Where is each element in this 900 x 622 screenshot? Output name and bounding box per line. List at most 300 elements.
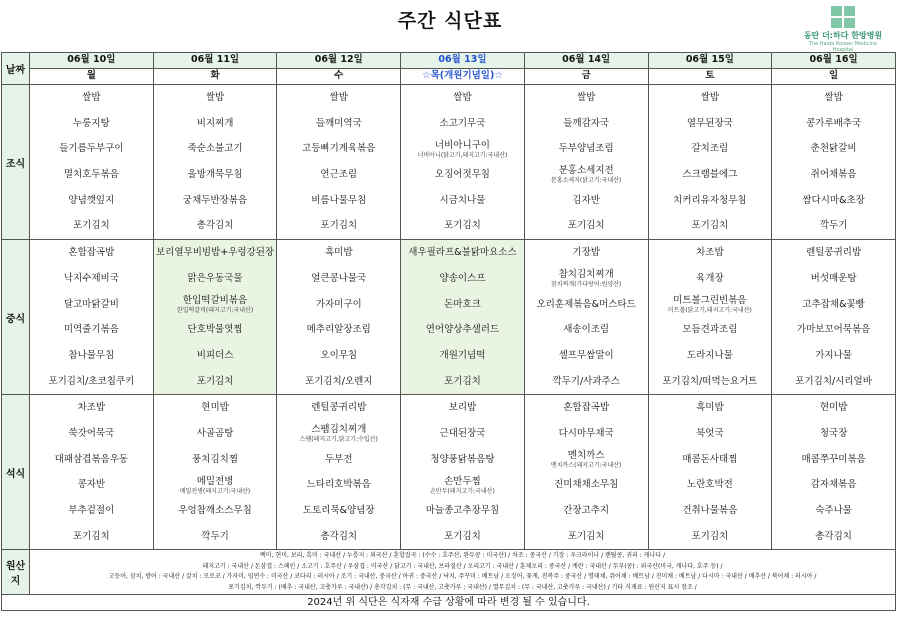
menu-item [401,162,524,188]
day-name-4: 금 [524,69,648,85]
menu-cell [401,85,525,240]
menu-item [649,111,772,137]
menu-item-name: 쌀밥 [576,92,596,103]
menu-item [772,266,895,292]
menu-item-name: 느타리호박볶음 [306,479,371,491]
menu-item [649,395,772,421]
day-name-5: 토 [648,69,772,85]
logo-name-ko: 동탄 더:하다 한방병원 [803,31,883,40]
origin-row [2,550,896,595]
menu-item [401,317,524,343]
menu-item [649,188,772,214]
menu-item [30,292,153,318]
footer-note: 2024년 위 식단은 식자재 수급 상황에 따라 변경 될 수 있습니다. [2,595,896,611]
menu-item [401,395,524,421]
menu-item-name: 현미밥 [201,402,229,414]
menu-cell [401,240,525,395]
menu-item-name: 참나물무침 [68,349,115,361]
day-date-3: 06월 13일 [401,53,525,69]
menu-item-name: 포기김치 [691,530,729,542]
menu-item [649,292,772,318]
menu-item-name: 육개장 [696,272,724,284]
menu-item [525,498,648,524]
day-date-4: 06월 14일 [524,53,648,69]
menu-item [277,85,400,111]
menu-item [525,292,648,318]
menu-item [277,447,400,473]
menu-item-name: 포기김치/떠먹는요거트 [662,375,758,387]
menu-item-name: 들깨감자국 [563,117,610,129]
menu-item-name: 미역줄기볶음 [63,324,119,336]
menu-item-name: 분홍소세지전 [558,165,614,177]
menu-item [401,85,524,111]
menu-item-name: 들깨미역국 [315,117,362,129]
menu-item-name: 두부양념조림 [558,143,614,155]
meal-label: 석식 [2,395,30,550]
day-date-1: 06월 11일 [153,53,277,69]
menu-item-name: 도토리묵&양념장 [302,505,375,516]
menu-item-name: 마늘종고추장무침 [425,505,500,516]
menu-item-name: 보리밥 [448,402,477,414]
menu-cell [401,395,525,550]
menu-item [772,524,895,550]
menu-item [30,162,153,188]
menu-item [525,395,648,421]
menu-item [525,85,648,111]
menu-item [277,162,400,188]
menu-item [401,292,524,318]
menu-item [277,317,400,343]
menu-item [772,343,895,369]
day-date-6: 06월 16일 [772,53,896,69]
menu-item [154,213,277,239]
menu-item [649,524,772,550]
menu-item [649,447,772,473]
menu-item-name: 렌틸콩귀리밥 [311,402,367,414]
menu-item-name: 시금치나물 [439,194,486,206]
menu-cell [30,240,154,395]
menu-item [772,395,895,421]
menu-item-name: 포기김치 [444,375,481,387]
menu-item [401,111,524,137]
menu-item [772,421,895,447]
menu-item [277,343,400,369]
menu-item-name: 다시마무채국 [558,427,614,439]
menu-cell [524,240,648,395]
menu-item-name: 갈치조림 [691,143,729,155]
menu-item-name: 포기김치 [567,220,605,232]
menu-cell [524,85,648,240]
menu-item-name: 쌀밥 [82,92,101,103]
menu-cell [648,85,772,240]
day-name-1: 화 [153,69,277,85]
menu-item-name: 깍두기/사과주스 [552,375,620,387]
menu-item-name: 오징어젓무침 [434,169,490,181]
menu-item-origin: 스팸(돼지고기,닭고기:수입산) [299,436,378,444]
menu-item-name: 쑥갓어묵국 [68,427,115,439]
menu-item-name: 쌀밥 [205,92,225,103]
menu-item [154,292,277,318]
menu-item-name: 들기름두부구이 [59,143,124,155]
day-name-2: 수 [277,69,401,85]
menu-item-name: 콩가루배추국 [806,117,862,129]
menu-item [525,343,648,369]
menu-item [525,136,648,162]
menu-item [772,447,895,473]
logo-mark-icon [831,6,855,28]
menu-item [649,498,772,524]
menu-item-origin: 분홍소세지(닭고기:국내산) [550,177,622,185]
menu-item-name: 쌀밥 [453,92,472,103]
menu-item [277,240,400,266]
menu-item [525,447,648,473]
menu-item [277,421,400,447]
menu-item-name: 죽순소불고기 [187,143,243,155]
menu-item-name: 청국장 [819,427,848,439]
menu-item [772,213,895,239]
menu-item [154,240,277,266]
menu-item [30,369,153,395]
menu-item [772,162,895,188]
menu-item [525,213,648,239]
menu-item-name: 춘천닭갈비 [810,143,857,155]
menu-item-name: 기장밥 [572,247,600,259]
menu-item [649,369,772,395]
menu-item-name: 포기김치 [72,530,110,542]
menu-item-name: 총각김치 [196,220,234,232]
menu-item [525,266,648,292]
menu-item-name: 사골곰탕 [196,427,234,439]
menu-item [277,524,400,550]
menu-item-name: 미트볼그린빈볶음 [673,294,747,306]
menu-item [649,343,772,369]
menu-item-name: 올방개묵무침 [187,169,243,181]
menu-item [154,162,277,188]
menu-item-name: 현미밥 [819,402,848,414]
menu-item-name: 감자채볶음 [810,479,857,491]
day-date-0: 06월 10일 [30,53,154,69]
menu-item-name: 메밀전병 [196,475,234,487]
menu-item-name: 가지나물 [815,349,852,361]
origin-line: 고등어, 삼치, 방어 : 국내산 / 갈치 : 모로코 / 가자미, 임연수 : 미국산 / 코다리 : 러시아 / 조기 : 국내산, 중국산 / 아귀 : 중국산 / 낙지, 주꾸미 : 베트남 / 오징어, 꽃게, 전복주 : 중국산 / 명태채, 쥐어채 : 베트남 / 진미채 : 베트남 / 다시마 : 국내산 / 배추산 / 북어채 : 러시아 / [108,573,817,581]
menu-item [772,85,895,111]
meal-row-1 [2,240,896,395]
menu-item-name: 청양풍닭볶음탕 [430,453,495,465]
day-date-5: 06월 15일 [648,53,772,69]
menu-item-name: 포기김치/오렌지 [305,375,373,387]
day-name-6: 일 [772,69,896,85]
menu-item [401,447,524,473]
menu-item [649,162,772,188]
menu-item-name: 차조밥 [77,402,106,414]
menu-item-name: 오리훈제볶음&머스타드 [536,298,636,310]
menu-item [30,188,153,214]
menu-item-origin: 너비아니(닭고기,돼지고기:국내산) [417,151,508,159]
menu-item-name: 새우필라프&불닭마요소스 [408,247,517,259]
menu-item [525,421,648,447]
menu-item-name: 건취나물볶음 [682,505,738,516]
menu-item-origin: 메밀전병(돼지고기:국내산) [179,487,251,495]
menu-item-name: 매콤쭈꾸미볶음 [801,453,866,465]
menu-item [649,240,772,266]
menu-item [277,395,400,421]
menu-item-name: 연어양상추샐러드 [425,324,500,336]
menu-item [401,343,524,369]
day-name-0: 월 [30,69,154,85]
menu-item [649,421,772,447]
menu-cell [277,240,401,395]
menu-item-name: 맑은우동국물 [187,272,243,284]
menu-item-name: 북엇국 [696,427,724,439]
menu-item [30,136,153,162]
menu-item [772,317,895,343]
menu-item-name: 비지찌개 [196,117,234,129]
menu-item [277,369,400,395]
menu-item-name: 스팸김치찌개 [311,424,367,436]
menu-item [649,85,772,111]
menu-item [154,369,277,395]
menu-item-name: 김자반 [572,194,600,206]
menu-item-name: 한입떡갈비볶음 [182,294,248,306]
menu-item [772,240,895,266]
menu-item [154,498,277,524]
menu-item-name: 간장고추지 [563,505,610,516]
menu-item-name: 매콤돈사태찜 [682,453,738,465]
menu-item [772,111,895,137]
menu-item-name: 도라지나물 [686,349,733,361]
menu-item [154,266,277,292]
menu-item-name: 달고마닭갈비 [63,298,119,310]
menu-item [154,111,277,137]
menu-item-name: 비피더스 [196,349,234,361]
menu-item-name: 멘치까스 [567,449,605,461]
menu-item-name: 숙주나물 [815,505,852,516]
menu-cell [772,85,896,240]
menu-cell [524,395,648,550]
menu-item [401,266,524,292]
date-label: 날짜 [2,53,30,85]
menu-item-name: 총각김치 [815,530,852,542]
meal-label: 조식 [2,85,30,240]
menu-item [30,343,153,369]
menu-item-name: 너비아니구이 [434,139,490,151]
menu-item [525,317,648,343]
menu-item [154,472,277,498]
menu-item [649,317,772,343]
menu-item [525,162,648,188]
menu-item-origin: 참치찌개(가다랑어:원양산) [550,281,622,289]
origin-line: 포기김치, 깍두기 : (배추 : 국내산, 고춧가루 : 국내산) / 총각김치 : (무 : 국내산, 고춧가루 : 국내산) / 열무김치 : (무 : 국내산, 고춧가루 : 국내산) / 기타 식재료 : 원산지 표시 참조 / [228,583,697,591]
menu-item [649,472,772,498]
menu-item-name: 흑미밥 [324,247,353,259]
menu-item [154,447,277,473]
menu-item [30,111,153,137]
origin-label: 원산지 [2,550,30,595]
menu-item [277,136,400,162]
menu-item-name: 셀프무쌈말이 [558,349,614,361]
menu-item-name: 포기김치 [691,220,729,232]
menu-item-name: 쌀밥 [824,92,843,103]
menu-item-name: 깍두기 [201,530,229,542]
menu-item [525,111,648,137]
menu-item-name: 포기김치/시리얼바 [795,375,872,387]
menu-item [649,213,772,239]
menu-item-name: 두부전 [324,453,353,465]
menu-item-name: 얼큰콩나물국 [311,272,367,284]
menu-item-name: 쥐어채볶음 [810,169,857,181]
menu-item-name: 진미채채소무침 [554,479,619,491]
menu-item [154,85,277,111]
menu-item [154,343,277,369]
menu-item [401,240,524,266]
menu-item-name: 혼합잡곡밥 [563,402,610,414]
origin-info [30,550,896,595]
menu-item [154,524,277,550]
menu-item [525,240,648,266]
menu-item-origin: 한입떡갈비(돼지고기:국내산) [176,306,254,314]
menu-item [277,292,400,318]
menu-item-name: 콩자반 [77,479,106,491]
menu-item [772,136,895,162]
menu-item [154,136,277,162]
menu-cell [772,395,896,550]
menu-item-name: 양념깻잎지 [68,194,115,206]
menu-item-name: 치커리유자청무침 [673,194,747,206]
menu-item-name: 고등삐기계육볶음 [302,143,376,155]
menu-item [30,213,153,239]
menu-item [30,240,153,266]
menu-item-name: 손만두찜 [444,475,481,487]
menu-item-name: 포기김치 [320,220,358,232]
menu-item [30,524,153,550]
menu-item [30,85,153,111]
menu-item-name: 근대된장국 [439,427,486,439]
menu-item [30,447,153,473]
menu-item [30,472,153,498]
menu-item-name: 포기김치 [444,220,481,232]
menu-item [30,266,153,292]
footer-row [2,595,896,611]
menu-item [154,317,277,343]
menu-item-name: 부추겉절이 [68,505,115,516]
menu-item-name: 멸치호두볶음 [63,169,119,181]
menu-cell [153,85,277,240]
menu-item [525,188,648,214]
menu-item [401,498,524,524]
meal-row-2 [2,395,896,550]
menu-item-name: 참치김치찌개 [558,269,614,281]
weekly-menu-table [1,52,896,611]
logo-name-en: The Haida Korean Medicine Hospital [808,41,878,53]
menu-item-name: 우엉참깨소스무침 [178,505,252,516]
menu-item-name: 쌀밥 [329,92,348,103]
menu-item-name: 오이무침 [320,349,358,361]
menu-item-name: 포기김치 [196,375,234,387]
menu-item [401,136,524,162]
date-row [2,53,896,69]
menu-item [154,395,277,421]
menu-item [401,213,524,239]
menu-item [154,188,277,214]
day-name-3: ☆목(개원기념일)☆ [401,69,525,85]
menu-item [649,266,772,292]
menu-item-name: 흑미밥 [696,402,724,414]
menu-item-name: 포기김치/초코칩쿠키 [48,375,135,387]
menu-item [401,524,524,550]
menu-item [30,395,153,421]
menu-item [30,421,153,447]
origin-line: 백미, 현미, 보리, 흑미 : 국내산 / 누룽지 : 외국산 / 혼합잡곡 : (수수 : 호주산, 완두콩 : 미국산) / 차조 : 중국산 / 기장 : 우크라이나 / 렌틸콩, 귀리 : 캐나다 / [260,552,665,560]
menu-item-origin: 미트볼(닭고기,돼지고기:국내산) [667,306,752,314]
menu-item [525,472,648,498]
menu-cell [30,395,154,550]
menu-item-name: 돈마호크 [444,298,481,310]
menu-item [30,317,153,343]
menu-item-name: 혼합잡곡밥 [68,247,115,259]
menu-item-name: 버섯매운탕 [810,272,857,284]
menu-item-name: 개원기념떡 [439,349,486,361]
menu-cell [153,240,277,395]
menu-cell [772,240,896,395]
menu-item [277,266,400,292]
meal-row-0 [2,85,896,240]
menu-item-name: 가자미구이 [315,298,362,310]
menu-item-name: 소고기무국 [439,117,486,129]
menu-item-name: 렌틸콩귀리밥 [806,247,862,259]
menu-item [277,213,400,239]
menu-item-name: 스크램블에그 [682,169,738,181]
menu-item-name: 새송이조림 [563,324,610,336]
menu-item-name: 노란호박전 [686,479,733,491]
menu-item [525,524,648,550]
menu-cell [648,395,772,550]
menu-item-name: 연근조림 [320,169,358,181]
menu-item-name: 총각김치 [320,530,358,542]
menu-item-name: 메추리알장조림 [306,324,371,336]
menu-item [401,369,524,395]
menu-item-origin: 멘치까스(돼지고기:국내산) [550,461,622,469]
meal-label: 중식 [2,240,30,395]
menu-item-name: 보리열무비빔밥+우렁강된장 [156,247,275,259]
menu-item [772,498,895,524]
menu-item-name: 단호박물엿찜 [187,324,243,336]
menu-cell [277,85,401,240]
menu-item-name: 가마보꼬어묵볶음 [796,324,871,336]
menu-item [772,369,895,395]
menu-item [277,188,400,214]
menu-item [401,421,524,447]
origin-line: 돼지고기 : 국내산 / 돈삼겹 : 스페인 / 소고기 : 호주산 / 우삼겹 : 미국산 / 닭고기 : 국내산, 브라질산 / 오리고기 : 국내산 / 훈제오리 : 중국산 / 계란 : 국내산 / 두부(콩) : 외국산(미국, 캐나다, 호주 등) / [202,562,723,570]
menu-item-name: 포기김치 [567,530,605,542]
menu-item-name: 풍치김치찜 [192,453,238,465]
menu-item-name: 포기김치 [444,530,481,542]
menu-item-name: 쌀밥 [700,92,720,103]
menu-item [154,421,277,447]
menu-item [277,472,400,498]
menu-item-name: 비름나물무침 [311,194,367,206]
menu-cell [277,395,401,550]
menu-item [772,292,895,318]
menu-item [277,111,400,137]
menu-item-name: 낙지수제비국 [63,272,119,284]
menu-item [772,472,895,498]
menu-item [649,136,772,162]
menu-item-name: 대패삼겹볶음우동 [54,453,129,465]
menu-item [401,472,524,498]
menu-item-name: 열무된장국 [686,117,733,129]
menu-item [772,188,895,214]
menu-item [525,369,648,395]
